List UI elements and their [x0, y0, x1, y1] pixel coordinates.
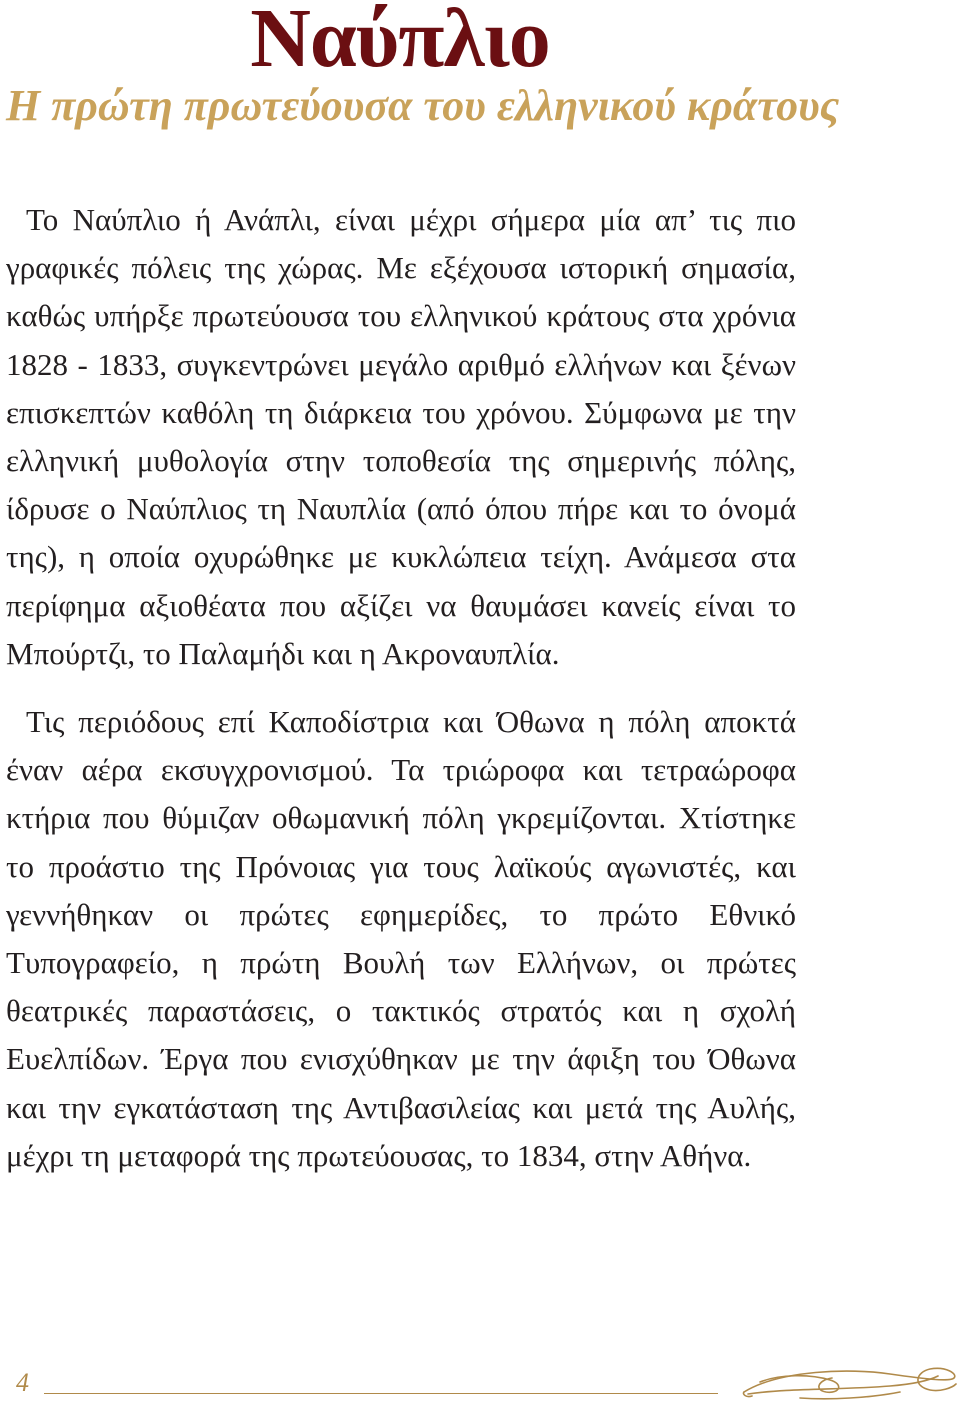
footer-rule [44, 1393, 718, 1394]
paragraph-1: Το Ναύπλιο ή Ανάπλι, είναι μέχρι σήμερα μία απ’ τις πιο γραφικές πόλεις της χώρας. Με εξέχουσα ιστορική σημασία, καθώς υπήρξε πρωτεύουσα του ελληνικού κράτους στα χρόνια 1828 - 1833, συγκεντρώνει μεγάλο αριθμό ελλήνων και ξένων επισκεπτών καθόλη τη διάρκεια του χρόνου. Σύμφωνα με την ελληνική μυθολογία στην τοποθεσία της σημερινής πόλης, ίδρυσε ο Ναύπλιος τη Ναυπλία (από όπου πήρε και το όνομά της), η οποία οχυρώθηκε με κυκλώπεια τείχη. Ανάμεσα στα περίφημα αξιοθέατα που αξίζει να θαυμάσει κανείς είναι το Μπούρτζι, το Παλαμήδι και η Ακροναυπλία. [6, 202, 796, 671]
article-body [6, 196, 796, 1180]
page-subtitle: Η πρώτη πρωτεύουσα του ελληνικού κράτους [6, 81, 840, 130]
page-number: 4 [16, 1368, 29, 1397]
flourish-ornament-icon [740, 1360, 960, 1404]
page-title: Ναύπλιο [250, 0, 550, 85]
paragraph-2: Τις περιόδους επί Καποδίστρια και Όθωνα η πόλη αποκτά έναν αέρα εκσυγχρονισμού. Τα τριώροφα και τετραώροφα κτήρια που θύμιζαν οθωμανική πόλη γκρεμίζονται. Χτίστηκε το προάστιο της Πρόνοιας για τους λαϊκούς αγωνιστές, και γεννήθηκαν οι πρώτες εφημερίδες, το πρώτο Εθνικό Τυπογραφείο, η πρώτη Βουλή των Ελλήνων, οι πρώτες θεατρικές παραστάσεις, ο τακτικός στρατός και η σχολή Ευελπίδων. Έργα που ενισχύθηκαν με την άφιξη του Όθωνα και την εγκατάσταση της Αντιβασιλείας και μετά της Αυλής, μέχρι τη μεταφορά της πρωτεύουσας, το 1834, στην Αθήνα. [6, 704, 796, 1173]
